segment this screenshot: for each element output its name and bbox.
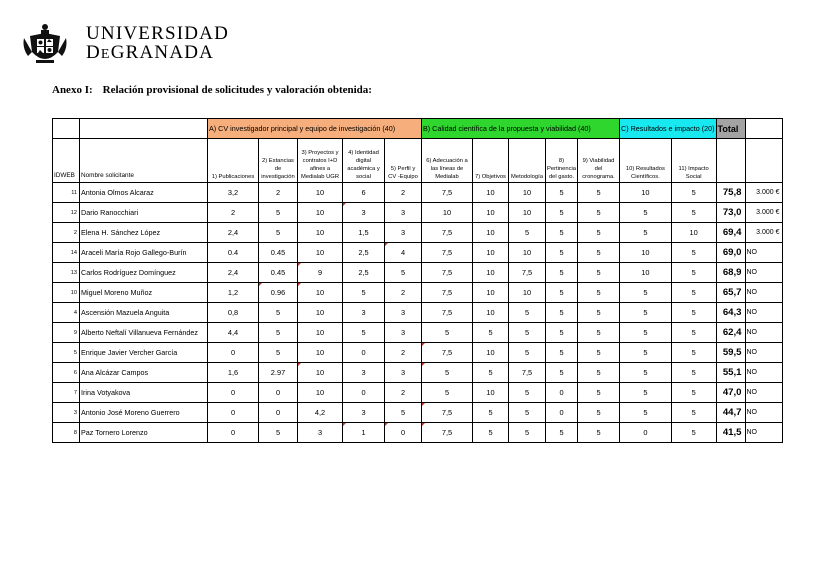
score-cell: 0	[343, 343, 385, 363]
table-row	[53, 403, 783, 423]
score-cell: 5	[259, 343, 298, 363]
table-row	[53, 383, 783, 403]
applicant-name: Araceli María Rojo Gallego-Burín	[80, 243, 208, 263]
score-cell: 5	[422, 323, 473, 343]
annex-label: Anexo I:	[52, 84, 93, 96]
score-cell: 5	[546, 243, 578, 263]
score-cell: 0.45	[259, 263, 298, 283]
score-cell: 5	[546, 223, 578, 243]
score-cell: 5	[546, 363, 578, 383]
score-cell: 10	[509, 283, 546, 303]
row-id: 12	[53, 203, 80, 223]
score-cell: 10	[298, 223, 343, 243]
score-cell: 5	[578, 383, 620, 403]
applicant-name: Dario Ranocchiari	[80, 203, 208, 223]
total-score: 68,9	[716, 263, 745, 283]
score-cell: 6	[343, 183, 385, 203]
score-cell: 5	[385, 263, 422, 283]
score-cell: 5	[259, 223, 298, 243]
award-result: NO	[745, 403, 782, 423]
award-result: 3.000 €	[745, 203, 782, 223]
score-cell: 5	[578, 223, 620, 243]
score-cell: 0	[385, 423, 422, 443]
score-cell: 5	[620, 383, 672, 403]
score-cell: 7,5	[509, 263, 546, 283]
score-cell: 5	[578, 423, 620, 443]
applications-table	[52, 118, 783, 443]
total-header: Total	[716, 119, 745, 139]
score-cell: 10	[473, 303, 509, 323]
row-id: 13	[53, 263, 80, 283]
score-cell: 5	[620, 203, 672, 223]
score-cell: 5	[509, 303, 546, 323]
score-cell: 4,2	[298, 403, 343, 423]
score-cell: 5	[578, 263, 620, 283]
score-cell: 5	[546, 303, 578, 323]
score-cell: 3	[385, 223, 422, 243]
score-cell: 5	[509, 223, 546, 243]
score-cell: 5	[620, 283, 672, 303]
award-result: 3.000 €	[745, 183, 782, 203]
score-cell: 5	[578, 183, 620, 203]
score-cell: 2,4	[208, 263, 259, 283]
table-row	[53, 343, 783, 363]
score-cell: 0	[620, 423, 672, 443]
total-score: 69,0	[716, 243, 745, 263]
score-cell: 0	[208, 423, 259, 443]
score-cell: 10	[422, 203, 473, 223]
score-cell: 5	[259, 423, 298, 443]
score-cell: 10	[298, 243, 343, 263]
total-score: 75,8	[716, 183, 745, 203]
score-cell: 10	[473, 343, 509, 363]
score-cell: 5	[343, 283, 385, 303]
score-cell: 5	[620, 363, 672, 383]
score-cell: 10	[473, 283, 509, 303]
row-id: 4	[53, 303, 80, 323]
score-cell: 2	[208, 203, 259, 223]
award-result: NO	[745, 323, 782, 343]
score-cell: 1,6	[208, 363, 259, 383]
total-score: 73,0	[716, 203, 745, 223]
score-cell: 5	[671, 283, 716, 303]
score-cell: 5	[509, 343, 546, 363]
applicant-name: Enrique Javier Vercher García	[80, 343, 208, 363]
award-result: NO	[745, 423, 782, 443]
university-crest-logo	[22, 20, 68, 70]
total-score: 47,0	[716, 383, 745, 403]
score-cell: 5	[259, 303, 298, 323]
row-id: 9	[53, 323, 80, 343]
score-cell: 5	[578, 363, 620, 383]
score-cell: 0	[208, 403, 259, 423]
score-cell: 5	[578, 283, 620, 303]
total-score: 65,7	[716, 283, 745, 303]
table-row	[53, 303, 783, 323]
score-cell: 10	[298, 383, 343, 403]
score-cell: 5	[546, 323, 578, 343]
score-cell: 1,5	[343, 223, 385, 243]
col-header-scientific-results: 10) Resultados Científicos.	[620, 139, 672, 183]
score-cell: 5	[620, 223, 672, 243]
table-row	[53, 363, 783, 383]
score-cell: 5	[473, 323, 509, 343]
score-cell: 5	[578, 323, 620, 343]
score-cell: 5	[671, 243, 716, 263]
award-result: NO	[745, 363, 782, 383]
score-cell: 5	[473, 403, 509, 423]
award-result: NO	[745, 283, 782, 303]
award-result: NO	[745, 243, 782, 263]
score-cell: 5	[578, 303, 620, 323]
score-cell: 7,5	[422, 223, 473, 243]
score-cell: 10	[298, 343, 343, 363]
col-header-digital-identity: 4) Identidad digital académica y social	[343, 139, 385, 183]
table-row	[53, 323, 783, 343]
score-cell: 5	[578, 243, 620, 263]
col-header-id: IDWEB	[53, 139, 80, 183]
score-cell: 2,5	[343, 243, 385, 263]
applicant-name: Ana Alcázar Campos	[80, 363, 208, 383]
score-cell: 5	[259, 203, 298, 223]
score-cell: 7,5	[422, 263, 473, 283]
score-cell: 5	[671, 403, 716, 423]
table-row	[53, 183, 783, 203]
score-cell: 7,5	[422, 403, 473, 423]
university-name-line1: UNIVERSIDAD	[86, 23, 230, 44]
score-cell: 0.45	[259, 243, 298, 263]
score-cell: 5	[385, 403, 422, 423]
score-cell: 0.96	[259, 283, 298, 303]
col-header-projects: 3) Proyectos y contratos I+D afines a Medialab UGR	[298, 139, 343, 183]
score-cell: 0	[259, 403, 298, 423]
applicant-name: Antonio José Moreno Guerrero	[80, 403, 208, 423]
table-row	[53, 203, 783, 223]
award-result: NO	[745, 383, 782, 403]
table-row	[53, 283, 783, 303]
score-cell: 5	[671, 323, 716, 343]
score-cell: 10	[298, 303, 343, 323]
score-cell: 5	[422, 363, 473, 383]
row-id: 5	[53, 343, 80, 363]
applicant-name: Paz Tornero Lorenzo	[80, 423, 208, 443]
score-cell: 10	[509, 243, 546, 263]
score-cell: 5	[259, 323, 298, 343]
score-cell: 7,5	[422, 243, 473, 263]
score-cell: 5	[422, 383, 473, 403]
table-row	[53, 243, 783, 263]
total-score: 55,1	[716, 363, 745, 383]
score-cell: 5	[620, 323, 672, 343]
applicant-name: Antonia Olmos Alcaraz	[80, 183, 208, 203]
applicant-name: Carlos Rodríguez Domínguez	[80, 263, 208, 283]
score-cell: 2	[385, 343, 422, 363]
award-result: NO	[745, 263, 782, 283]
score-cell: 5	[546, 203, 578, 223]
score-cell: 10	[473, 203, 509, 223]
group-b-header: B) Calidad científica de la propuesta y viabilidad (40)	[422, 119, 620, 139]
applicant-name: Miguel Moreno Muñoz	[80, 283, 208, 303]
university-name-line2: DEGRANADA	[86, 42, 215, 63]
score-cell: 0	[259, 383, 298, 403]
row-id: 2	[53, 223, 80, 243]
score-cell: 7,5	[422, 343, 473, 363]
score-cell: 5	[671, 183, 716, 203]
total-score: 41,5	[716, 423, 745, 443]
score-cell: 3	[343, 403, 385, 423]
score-cell: 2	[385, 383, 422, 403]
score-cell: 2	[259, 183, 298, 203]
col-header-social-impact: 11) Impacto Social	[671, 139, 716, 183]
score-cell: 5	[671, 203, 716, 223]
score-cell: 5	[620, 403, 672, 423]
score-cell: 5	[509, 423, 546, 443]
total-score: 59,5	[716, 343, 745, 363]
total-score: 64,3	[716, 303, 745, 323]
score-cell: 5	[343, 323, 385, 343]
row-id: 3	[53, 403, 80, 423]
score-cell: 3	[385, 203, 422, 223]
score-cell: 3	[385, 303, 422, 323]
group-c-header: C) Resultados e impacto (20)	[620, 119, 716, 139]
col-header-methodology: Metodología	[509, 139, 546, 183]
row-id: 10	[53, 283, 80, 303]
score-cell: 9	[298, 263, 343, 283]
score-cell: 5	[671, 363, 716, 383]
row-id: 7	[53, 383, 80, 403]
score-cell: 1	[343, 423, 385, 443]
score-cell: 5	[473, 423, 509, 443]
score-cell: 1,2	[208, 283, 259, 303]
score-cell: 5	[671, 383, 716, 403]
score-cell: 5	[620, 303, 672, 323]
score-cell: 4,4	[208, 323, 259, 343]
score-cell: 3,2	[208, 183, 259, 203]
column-header-row	[53, 139, 783, 183]
score-cell: 10	[509, 183, 546, 203]
score-cell: 3	[343, 363, 385, 383]
applicant-name: Irina Votyakova	[80, 383, 208, 403]
score-cell: 10	[620, 243, 672, 263]
score-cell: 5	[546, 343, 578, 363]
score-cell: 7,5	[422, 183, 473, 203]
score-cell: 5	[620, 343, 672, 363]
applicant-name: Ascensión Mazuela Anguita	[80, 303, 208, 323]
table-row	[53, 223, 783, 243]
group-a-header: A) CV investigador principal y equipo de investigación (40)	[208, 119, 422, 139]
col-header-profile: 5) Perfil y CV -Equipo	[385, 139, 422, 183]
applicant-name: Alberto Neftalí Villanueva Fernández	[80, 323, 208, 343]
score-cell: 5	[546, 423, 578, 443]
score-cell: 5	[578, 203, 620, 223]
score-cell: 10	[473, 183, 509, 203]
col-header-expense: 8) Pertinencia del gasto.	[546, 139, 578, 183]
award-result: NO	[745, 343, 782, 363]
score-cell: 10	[298, 323, 343, 343]
row-id: 6	[53, 363, 80, 383]
score-cell: 5	[546, 183, 578, 203]
table-row	[53, 423, 783, 443]
col-header-publications: 1) Publicaciones	[208, 139, 259, 183]
score-cell: 7,5	[509, 363, 546, 383]
score-cell: 2	[385, 283, 422, 303]
score-cell: 3	[343, 303, 385, 323]
score-cell: 5	[546, 283, 578, 303]
row-id: 11	[53, 183, 80, 203]
score-cell: 5	[671, 423, 716, 443]
score-cell: 5	[578, 403, 620, 423]
col-header-stays: 2) Estancias de investigación	[259, 139, 298, 183]
score-cell: 10	[298, 283, 343, 303]
score-cell: 10	[671, 223, 716, 243]
score-cell: 10	[298, 183, 343, 203]
row-id: 14	[53, 243, 80, 263]
score-cell: 2,4	[208, 223, 259, 243]
score-cell: 3	[343, 203, 385, 223]
score-cell: 10	[620, 183, 672, 203]
score-cell: 3	[385, 363, 422, 383]
score-cell: 2	[385, 183, 422, 203]
total-score: 69,4	[716, 223, 745, 243]
total-score: 62,4	[716, 323, 745, 343]
score-cell: 5	[671, 263, 716, 283]
table-row	[53, 263, 783, 283]
score-cell: 5	[671, 343, 716, 363]
score-cell: 0	[208, 383, 259, 403]
score-cell: 2.97	[259, 363, 298, 383]
score-cell: 10	[298, 203, 343, 223]
applicant-name: Elena H. Sánchez López	[80, 223, 208, 243]
score-cell: 10	[509, 203, 546, 223]
row-id: 8	[53, 423, 80, 443]
score-cell: 0.4	[208, 243, 259, 263]
score-cell: 4	[385, 243, 422, 263]
annex-heading	[52, 84, 372, 96]
total-score: 44,7	[716, 403, 745, 423]
score-cell: 5	[473, 363, 509, 383]
annex-title: Relación provisional de solicitudes y valoración obtenida:	[102, 84, 372, 96]
score-cell: 0	[343, 383, 385, 403]
score-cell: 5	[509, 323, 546, 343]
score-cell: 5	[509, 403, 546, 423]
score-cell: 0	[208, 343, 259, 363]
score-cell: 7,5	[422, 423, 473, 443]
score-cell: 5	[671, 303, 716, 323]
score-cell: 7,5	[422, 303, 473, 323]
score-cell: 3	[385, 323, 422, 343]
score-cell: 10	[473, 383, 509, 403]
col-header-name: Nombre solicitante	[80, 139, 208, 183]
score-cell: 0	[546, 383, 578, 403]
award-result: 3.000 €	[745, 223, 782, 243]
col-header-objectives: 7) Objetivos	[473, 139, 509, 183]
col-header-adequacy: 6) Adecuación a las líneas de Medialab	[422, 139, 473, 183]
score-cell: 2,5	[343, 263, 385, 283]
score-cell: 10	[473, 263, 509, 283]
score-cell: 0,8	[208, 303, 259, 323]
award-result: NO	[745, 303, 782, 323]
score-cell: 10	[298, 363, 343, 383]
score-cell: 10	[620, 263, 672, 283]
score-cell: 10	[473, 243, 509, 263]
score-cell: 3	[298, 423, 343, 443]
score-cell: 10	[473, 223, 509, 243]
score-cell: 5	[578, 343, 620, 363]
score-cell: 5	[546, 263, 578, 283]
score-cell: 0	[546, 403, 578, 423]
score-cell: 5	[509, 383, 546, 403]
group-header-row	[53, 119, 783, 139]
col-header-schedule: 9) Viabilidad del cronograma.	[578, 139, 620, 183]
score-cell: 7,5	[422, 283, 473, 303]
